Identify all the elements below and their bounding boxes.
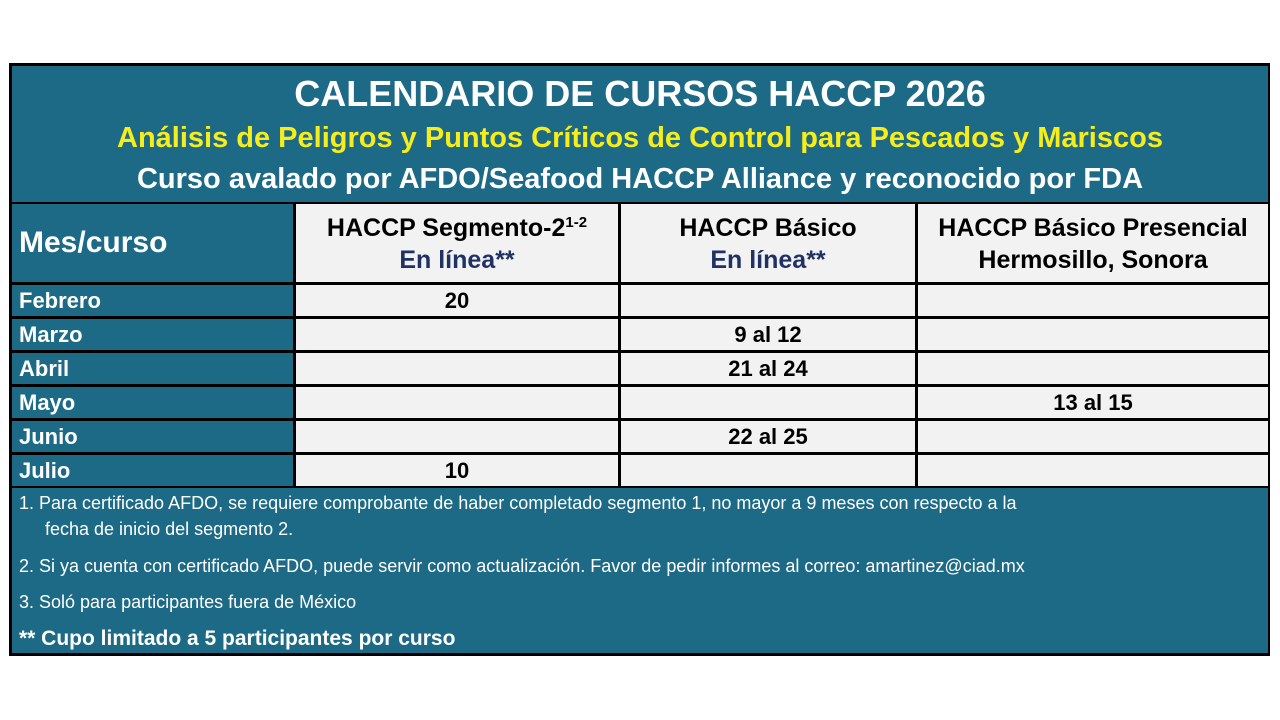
schedule-cell [918,353,1268,384]
schedule-cell [918,319,1268,350]
page-title: CALENDARIO DE CURSOS HACCP 2026 [294,73,986,114]
footnote-1-line2: fecha de inicio del segmento 2. [45,519,294,539]
month-cell: Junio [12,421,293,452]
schedule-cell [296,353,618,384]
month-cell: Febrero [12,285,293,316]
footnote-1-line1: 1. Para certificado AFDO, se requiere comprobante de haber completado segmento 1, no mayor a 9 meses con respecto a la [19,493,1017,513]
title-block [12,66,1268,202]
column-header-segmento2 [296,204,618,282]
column-subtitle: En línea** [710,246,826,274]
schedule-cell: 9 al 12 [621,319,915,350]
schedule-cell [296,319,618,350]
schedule-cell: 20 [296,285,618,316]
schedule-cell: 13 al 15 [918,387,1268,418]
schedule-cell [621,387,915,418]
schedule-cell [918,285,1268,316]
endorsement-text: Curso avalado por AFDO/Seafood HACCP Alliance y reconocido por FDA [136,163,1144,195]
schedule-cell: 22 al 25 [621,421,915,452]
schedule-cell [296,421,618,452]
schedule-cell [296,387,618,418]
column-subtitle: En línea** [399,246,515,274]
schedule-cell [918,421,1268,452]
footnotes [12,488,1268,653]
column-header-presencial [918,204,1268,282]
month-cell: Marzo [12,319,293,350]
footnote-3: 3. Soló para participantes fuera de México [19,592,357,612]
schedule-cell: 10 [296,455,618,486]
column-name: HACCP Segmento-2 [326,214,566,242]
column-superscript: 1-2 [565,214,588,231]
footnote-1 [19,490,1260,542]
month-cell: Julio [12,455,293,486]
month-cell: Mayo [12,387,293,418]
column-name: HACCP Básico Presencial [938,214,1248,242]
column-subtitle: Hermosillo, Sonora [978,246,1208,274]
month-course-header: Mes/curso [12,204,293,282]
column-header-basico [621,204,915,282]
page-subtitle: Análisis de Peligros y Puntos Críticos de Control para Pescados y Mariscos [117,122,1163,154]
column-name: HACCP Básico [679,214,857,242]
month-cell: Abril [12,353,293,384]
schedule-cell [621,455,915,486]
capacity-note: ** Cupo limitado a 5 participantes por curso [19,627,456,650]
schedule-cell [918,455,1268,486]
schedule-cell: 21 al 24 [621,353,915,384]
footnote-2: 2. Si ya cuenta con certificado AFDO, puede servir como actualización. Favor de pedir informes al correo: amartinez@ciad.mx [19,556,1025,576]
schedule-cell [621,285,915,316]
